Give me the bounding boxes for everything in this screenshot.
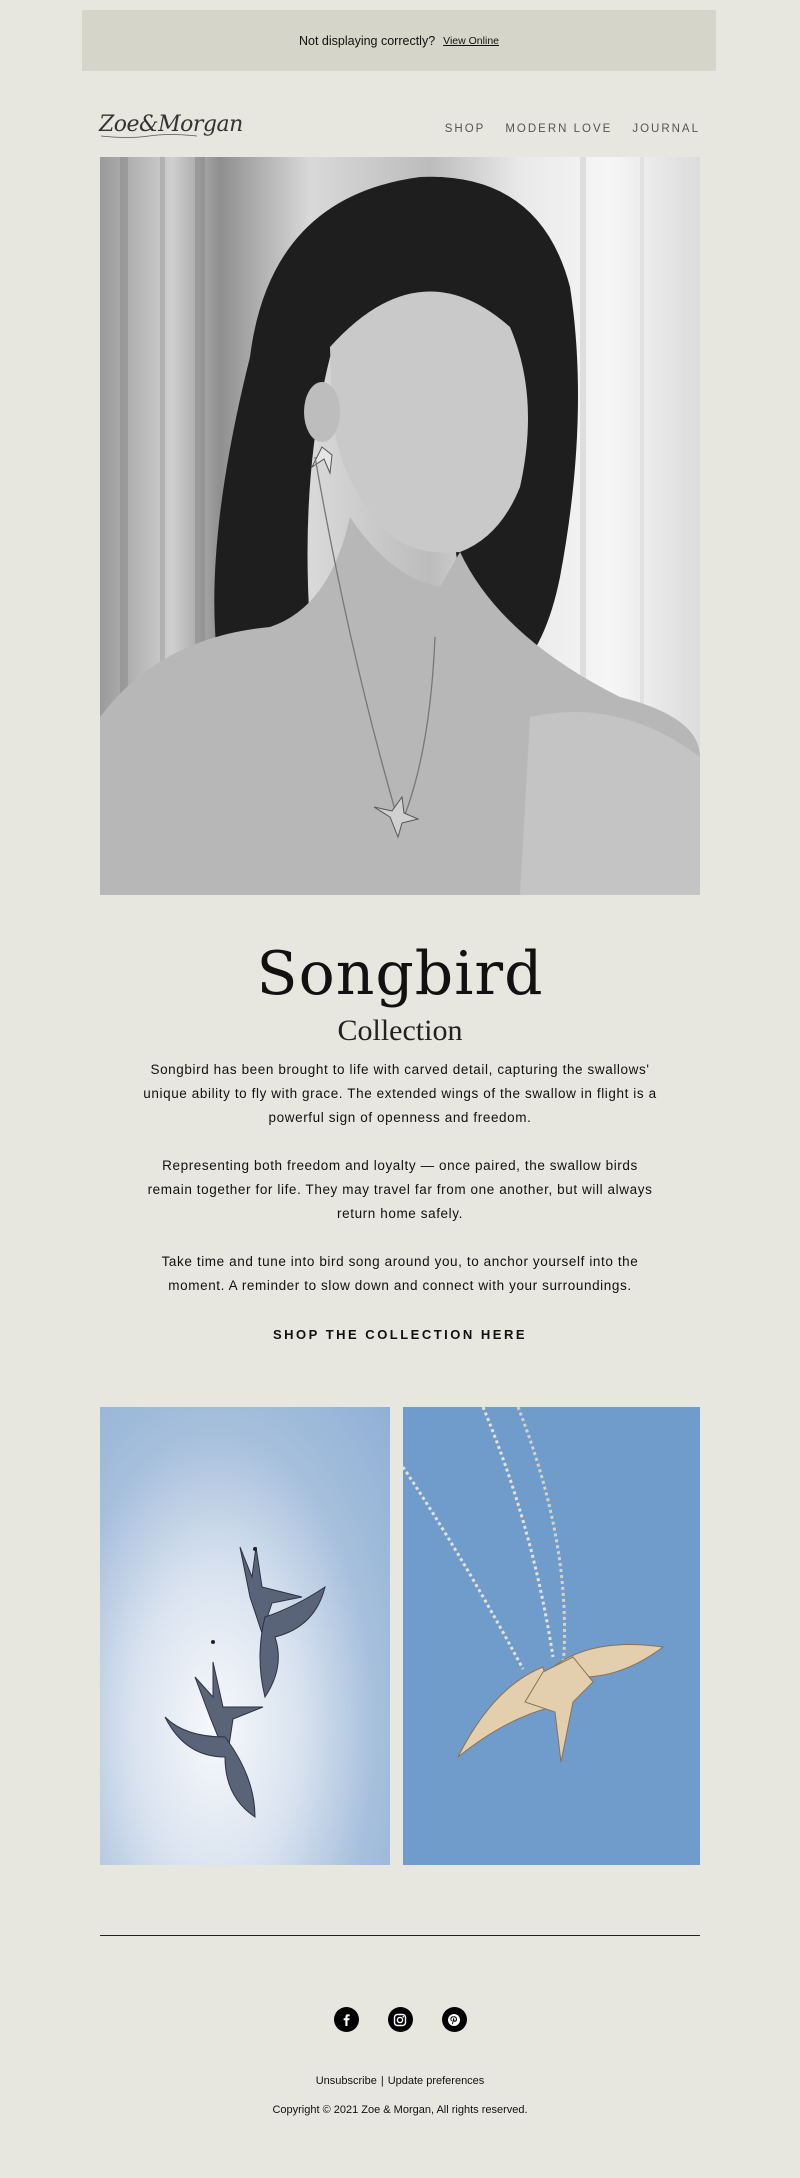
update-preferences-link[interactable]: Update preferences xyxy=(387,2075,485,2087)
display-message: Not displaying correctly? xyxy=(298,33,436,48)
nav-shop[interactable]: SHOP xyxy=(444,123,486,135)
facebook-button[interactable] xyxy=(334,2007,359,2032)
nav-journal[interactable]: JOURNAL xyxy=(632,123,700,135)
main-nav xyxy=(445,123,700,135)
earrings-image[interactable] xyxy=(100,1407,390,1865)
collection-headline: Songbird xyxy=(256,939,544,1009)
logo-text: Zoe&Morgan xyxy=(99,112,243,137)
loyalty-paragraph: Representing both freedom and loyalty — once paired, the swallow birds remain together for life. They may travel far from one another, but will always return home safely. xyxy=(147,1158,653,1221)
portrait-illustration xyxy=(100,157,700,895)
footer-links xyxy=(0,2075,800,2087)
nav-modern-love[interactable]: MODERN LOVE xyxy=(505,123,613,135)
view-online-link[interactable]: View Online xyxy=(443,34,499,47)
necklace-image[interactable] xyxy=(403,1407,700,1865)
shop-collection-link[interactable]: SHOP THE COLLECTION HERE xyxy=(272,1327,528,1342)
swallow-necklace-icon xyxy=(403,1407,700,1865)
instagram-icon xyxy=(393,2013,407,2027)
footer-divider xyxy=(100,1935,700,1936)
pinterest-button[interactable] xyxy=(442,2007,467,2032)
instagram-button[interactable] xyxy=(388,2007,413,2032)
hero-image[interactable] xyxy=(100,157,700,895)
pinterest-icon xyxy=(447,2013,461,2027)
facebook-icon xyxy=(340,2013,353,2026)
copyright-text: Copyright © 2021 Zoe & Morgan, All rights reserved. xyxy=(272,2104,528,2116)
swallow-earrings-icon xyxy=(100,1407,390,1865)
collection-subheadline: Collection xyxy=(337,1014,463,1047)
unsubscribe-link[interactable]: Unsubscribe xyxy=(315,2075,377,2087)
intro-paragraph: Songbird has been brought to life with carved detail, capturing the swallows' unique ability to fly with grace. The extended wings of the swallow in flight is a powerful sign of openness and freedom. xyxy=(143,1062,657,1125)
footer-separator: | xyxy=(380,2075,384,2087)
birdsong-paragraph: Take time and tune into bird song around you, to anchor yourself into the moment. A reminder to slow down and connect with your surroundings. xyxy=(161,1254,639,1293)
top-banner xyxy=(82,10,716,71)
brand-logo[interactable] xyxy=(99,112,243,139)
social-links xyxy=(0,2007,800,2032)
